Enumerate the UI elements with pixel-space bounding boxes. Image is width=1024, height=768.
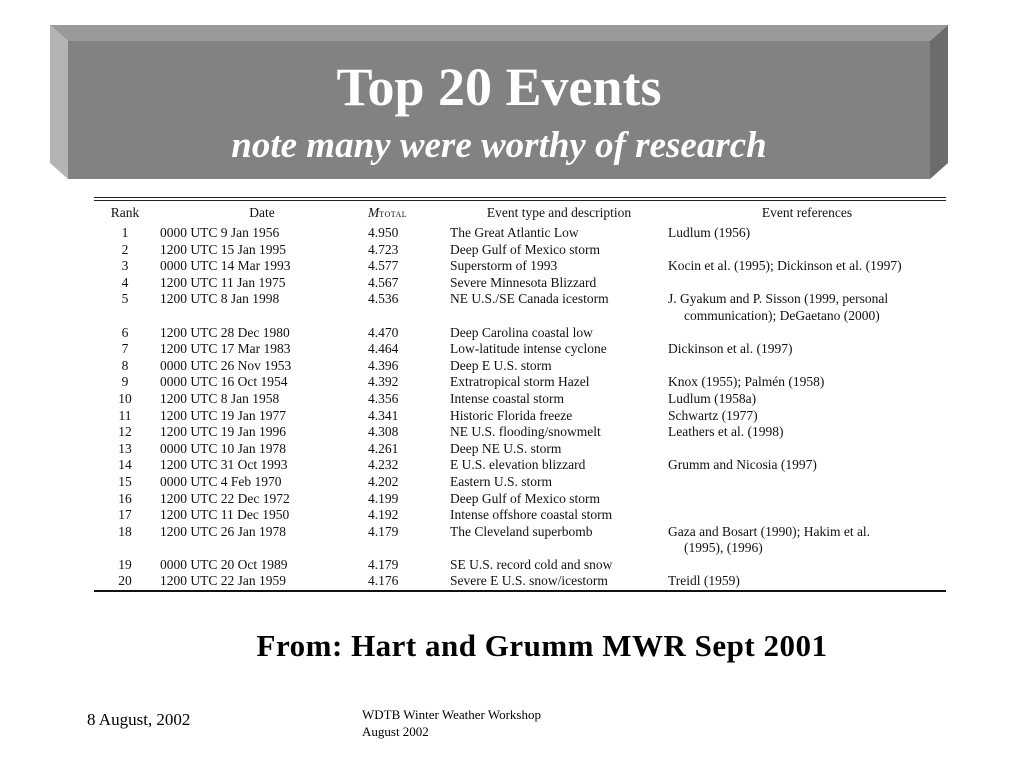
- cell-rank: 17: [118, 507, 132, 523]
- cell-reference: [668, 358, 946, 375]
- cell-date: 0000 UTC 16 Oct 1954: [160, 374, 288, 390]
- cell-reference-cont: (1995), (1996): [684, 540, 763, 556]
- cell-date: 0000 UTC 20 Oct 1989: [160, 556, 288, 572]
- footer-date: 8 August, 2002: [87, 710, 191, 729]
- table-row: [94, 524, 946, 541]
- cell-event: Severe E U.S. snow/icestorm: [450, 573, 608, 589]
- cell-m-total: 4.536: [368, 291, 399, 307]
- table-row: [94, 258, 946, 275]
- table-row: [94, 391, 946, 408]
- cell-reference: Treidl (1959): [668, 573, 740, 589]
- cell-rank: 1: [121, 225, 129, 240]
- cell-reference: Knox (1955); Palmén (1958): [668, 374, 825, 390]
- cell-rank: 18: [118, 523, 132, 539]
- table-body: [94, 225, 946, 590]
- cell-event: NE U.S./SE Canada icestorm: [450, 291, 609, 307]
- cell-m-total: 4.261: [368, 440, 399, 456]
- cell-m-total: 4.202: [368, 473, 399, 489]
- footer-workshop: [362, 706, 541, 740]
- table-bottom-rule: [94, 590, 946, 592]
- cell-reference: Grumm and Nicosia (1997): [668, 457, 817, 473]
- footer-workshop-name: WDTB Winter Weather Workshop: [362, 707, 541, 722]
- cell-m-total: 4.308: [368, 424, 399, 440]
- cell-rank: 15: [118, 473, 132, 489]
- cell-reference: Kocin et al. (1995); Dickinson et al. (1997): [668, 258, 902, 274]
- cell-m-total: 4.392: [368, 374, 399, 390]
- table-row: [94, 291, 946, 308]
- cell-reference: [668, 441, 946, 458]
- cell-event: Superstorm of 1993: [450, 258, 558, 274]
- table-top-rule: [94, 197, 946, 198]
- cell-event: Deep Gulf of Mexico storm: [450, 490, 600, 506]
- cell-m-total: 4.567: [368, 274, 399, 290]
- cell-reference: [668, 507, 946, 524]
- table-row: [94, 441, 946, 458]
- cell-date: 1200 UTC 8 Jan 1998: [160, 291, 280, 307]
- cell-rank: 5: [121, 291, 129, 307]
- header-date: Date: [249, 205, 275, 220]
- cell-empty: [368, 308, 450, 325]
- header-references: Event references: [761, 205, 853, 220]
- cell-m-total: 4.199: [368, 490, 399, 506]
- table-row: [94, 275, 946, 292]
- table-row-continuation: [94, 540, 946, 557]
- cell-m-total: 4.179: [368, 556, 399, 572]
- cell-reference: [668, 474, 946, 491]
- table-row-continuation: [94, 308, 946, 325]
- cell-date: 1200 UTC 15 Jan 1995: [160, 241, 286, 257]
- cell-date: 1200 UTC 19 Jan 1996: [160, 424, 286, 440]
- source-citation: From: Hart and Grumm MWR Sept 2001: [256, 628, 828, 663]
- cell-m-total: 4.723: [368, 241, 399, 257]
- cell-event: Severe Minnesota Blizzard: [450, 274, 597, 290]
- table-row: [94, 325, 946, 342]
- cell-m-total: 4.341: [368, 407, 399, 423]
- cell-m-total: 4.464: [368, 341, 399, 357]
- table-row: [94, 341, 946, 358]
- cell-reference: [668, 557, 946, 574]
- table-row: [94, 374, 946, 391]
- footer-workshop-date: August 2002: [362, 724, 429, 739]
- cell-event: The Cleveland superbomb: [450, 523, 593, 539]
- cell-reference-cont: communication); DeGaetano (2000): [684, 307, 880, 323]
- cell-reference: Ludlum (1956): [668, 225, 751, 240]
- cell-event: NE U.S. flooding/snowmelt: [450, 424, 601, 440]
- cell-event: SE U.S. record cold and snow: [450, 556, 613, 572]
- cell-empty: [156, 308, 368, 325]
- cell-m-total: 4.232: [368, 457, 399, 473]
- cell-empty: [94, 540, 156, 557]
- cell-date: 0000 UTC 9 Jan 1956: [160, 225, 280, 240]
- cell-event: Historic Florida freeze: [450, 407, 573, 423]
- cell-event: Eastern U.S. storm: [450, 473, 552, 489]
- cell-date: 1200 UTC 22 Jan 1959: [160, 573, 286, 589]
- table-row: [94, 408, 946, 425]
- header-m-total: [368, 201, 450, 225]
- slide-subtitle: note many were worthy of research: [231, 125, 767, 166]
- cell-rank: 3: [121, 258, 129, 274]
- cell-rank: 12: [118, 424, 132, 440]
- cell-empty: [94, 308, 156, 325]
- cell-empty: [450, 308, 668, 325]
- cell-rank: 14: [118, 457, 132, 473]
- cell-reference: [668, 325, 946, 342]
- cell-rank: 4: [121, 274, 129, 290]
- cell-date: 1200 UTC 8 Jan 1958: [160, 390, 280, 406]
- cell-empty: [368, 540, 450, 557]
- cell-date: 1200 UTC 11 Dec 1950: [160, 507, 290, 523]
- cell-reference: [668, 275, 946, 292]
- cell-date: 1200 UTC 26 Jan 1978: [160, 523, 286, 539]
- cell-rank: 16: [118, 490, 132, 506]
- cell-date: 1200 UTC 19 Jan 1977: [160, 407, 286, 423]
- header-m-subscript: TOTAL: [379, 210, 408, 219]
- cell-event: Intense offshore coastal storm: [450, 507, 613, 523]
- cell-rank: 11: [118, 407, 132, 423]
- cell-rank: 9: [121, 374, 129, 390]
- table-row: [94, 424, 946, 441]
- cell-m-total: 4.396: [368, 357, 399, 373]
- table-header-row: [94, 201, 946, 225]
- cell-event: Deep NE U.S. storm: [450, 440, 562, 456]
- cell-reference: Ludlum (1958a): [668, 390, 757, 406]
- cell-date: 0000 UTC 4 Feb 1970: [160, 473, 282, 489]
- cell-date: 0000 UTC 26 Nov 1953: [160, 357, 292, 373]
- cell-event: Deep Gulf of Mexico storm: [450, 241, 600, 257]
- table-row: [94, 358, 946, 375]
- cell-m-total: 4.176: [368, 573, 399, 589]
- cell-empty: [450, 540, 668, 557]
- cell-m-total: 4.192: [368, 507, 399, 523]
- cell-rank: 2: [121, 241, 129, 257]
- cell-reference: [668, 242, 946, 259]
- cell-event: Extratropical storm Hazel: [450, 374, 590, 390]
- cell-m-total: 4.950: [368, 225, 399, 240]
- cell-event: The Great Atlantic Low: [450, 225, 579, 240]
- cell-date: 1200 UTC 31 Oct 1993: [160, 457, 288, 473]
- cell-reference: Dickinson et al. (1997): [668, 341, 793, 357]
- table-row: [94, 507, 946, 524]
- cell-reference: [668, 491, 946, 508]
- cell-m-total: 4.577: [368, 258, 399, 274]
- title-banner: [50, 25, 948, 179]
- table-row: [94, 573, 946, 590]
- events-table: [94, 197, 946, 592]
- cell-rank: 6: [121, 324, 129, 340]
- cell-event: Low-latitude intense cyclone: [450, 341, 607, 357]
- cell-rank: 19: [118, 556, 132, 572]
- table-row: [94, 491, 946, 508]
- cell-date: 1200 UTC 11 Jan 1975: [160, 274, 286, 290]
- cell-m-total: 4.470: [368, 324, 399, 340]
- cell-rank: 10: [118, 390, 132, 406]
- header-m-symbol: M: [368, 205, 380, 220]
- cell-m-total: 4.356: [368, 390, 399, 406]
- cell-date: 1200 UTC 22 Dec 1972: [160, 490, 290, 506]
- cell-event: Intense coastal storm: [450, 390, 564, 406]
- cell-rank: 8: [121, 357, 129, 373]
- slide-title: Top 20 Events: [336, 57, 662, 117]
- header-event: Event type and description: [486, 205, 632, 220]
- cell-event: Deep E U.S. storm: [450, 357, 552, 373]
- cell-empty: [156, 540, 368, 557]
- cell-rank: 7: [121, 341, 129, 357]
- cell-event: Deep Carolina coastal low: [450, 324, 593, 340]
- cell-date: 1200 UTC 17 Mar 1983: [160, 341, 291, 357]
- cell-m-total: 4.179: [368, 523, 399, 539]
- cell-reference: Schwartz (1977): [668, 407, 758, 423]
- cell-event: E U.S. elevation blizzard: [450, 457, 586, 473]
- cell-date: 0000 UTC 14 Mar 1993: [160, 258, 291, 274]
- cell-reference: Gaza and Bosart (1990); Hakim et al.: [668, 523, 871, 539]
- cell-date: 1200 UTC 28 Dec 1980: [160, 324, 290, 340]
- cell-rank: 13: [118, 440, 132, 456]
- table-row: [94, 557, 946, 574]
- cell-date: 0000 UTC 10 Jan 1978: [160, 440, 286, 456]
- cell-reference: Leathers et al. (1998): [668, 424, 784, 440]
- cell-reference: J. Gyakum and P. Sisson (1999, personal: [668, 291, 889, 307]
- table-row: [94, 242, 946, 259]
- table-row: [94, 457, 946, 474]
- header-rank: Rank: [110, 205, 140, 220]
- table-row: [94, 225, 946, 242]
- cell-rank: 20: [118, 573, 132, 589]
- table-row: [94, 474, 946, 491]
